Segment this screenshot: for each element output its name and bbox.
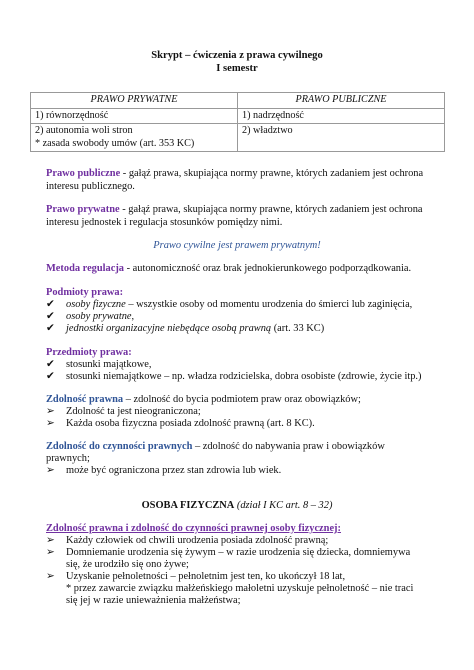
list-item-term: osoby prywatne: [66, 311, 132, 322]
section-heading: Przedmioty prawa:: [46, 347, 132, 358]
term: Prawo prywatne: [46, 204, 120, 215]
list-item-text: się jej w razie unieważnienia małżeństwa;: [66, 595, 241, 606]
check-icon: ✔: [46, 311, 55, 322]
list-item-term: osoby fizyczne: [66, 299, 126, 310]
definition-text: - autonomiczność oraz brak jednokierunkowego podporządkowania.: [124, 263, 412, 274]
list-item-text: – wszystkie osoby od momentu urodzenia do śmierci lub zaginięcia,: [125, 299, 413, 310]
table-cell-line: 2) autonomia woli stron: [35, 125, 133, 137]
section-heading: Zdolność prawna i zdolność do czynności prawnej osoby fizycznej:: [46, 523, 341, 534]
check-icon: ✔: [46, 299, 55, 310]
table-header: PRAWO PRYWATNE: [31, 93, 238, 109]
term: Metoda regulacja: [46, 263, 125, 274]
list-item-text: Każdy człowiek od chwili urodzenia posiada zdolność prawną;: [66, 535, 329, 546]
list-item-text: stosunki niemajątkowe – np. władza rodzicielska, dobra osobiste (zdrowie, życie itp.): [66, 371, 422, 382]
list-item-text: się, że urodziło się ono żywe;: [66, 559, 189, 570]
table-row: [31, 124, 445, 152]
list-item-text: Zdolność ta jest nieograniczona;: [66, 406, 201, 417]
definition-text: - gałąź prawa, skupiająca normy prawne, których zadaniem jest ochrona: [120, 168, 424, 179]
list-item-text: Każda osoba fizyczna posiada zdolność prawną (art. 8 KC).: [66, 418, 315, 429]
table-cell: [31, 124, 238, 152]
section-subtitle: (dział I KC art. 8 – 32): [234, 500, 333, 511]
arrow-bullet-icon: ➢: [46, 547, 55, 558]
definition-prawo-prywatne: [46, 203, 442, 216]
definition-prawo-publiczne: [46, 167, 442, 180]
section-title-osoba-fizyczna: [0, 499, 474, 512]
arrow-bullet-icon: ➢: [46, 465, 55, 476]
table-cell-line: * zasada swobody umów (art. 353 KC): [35, 137, 195, 149]
definition-text: – zdolność do nabywania praw i obowiązków: [192, 441, 385, 452]
list-item-text: stosunki majątkowe,: [66, 359, 152, 370]
list-item-text: Domniemanie urodzenia się żywym – w razie urodzenia się dziecka, domniemywa: [66, 547, 411, 558]
document-subtitle: I semestr: [216, 63, 258, 74]
term: Prawo publiczne: [46, 168, 121, 179]
term: Zdolność do czynności prawnych: [46, 441, 193, 452]
definition-text: – zdolność do bycia podmiotem praw oraz obowiązków;: [123, 394, 361, 405]
arrow-bullet-icon: ➢: [46, 535, 55, 546]
table-row: [31, 108, 445, 124]
list-item-text: może być ograniczona przez stan zdrowia lub wiek.: [66, 465, 282, 476]
check-icon: ✔: [46, 359, 55, 370]
definition-text: - gałąź prawa, skupiająca normy prawne, których zadaniem jest ochrona: [119, 204, 423, 215]
document-title: Skrypt – ćwiczenia z prawa cywilnego: [151, 50, 323, 61]
table-cell: 2) władztwo: [238, 124, 445, 152]
section-title: OSOBA FIZYCZNA: [141, 500, 235, 511]
definition-text-cont: interesu jednostek i regulacja stosunków pomiędzy nimi.: [46, 217, 283, 228]
list-item-term: jednostki organizacyjne niebędące osobą prawną: [66, 323, 272, 334]
term: Zdolność prawna: [46, 394, 124, 405]
arrow-bullet-icon: ➢: [46, 406, 55, 417]
table-cell: 1) nadrzędność: [238, 108, 445, 124]
table-header-row: [31, 93, 445, 109]
definition-text-cont: prawnych;: [46, 453, 90, 464]
arrow-bullet-icon: ➢: [46, 571, 55, 582]
check-icon: ✔: [46, 323, 55, 334]
definition-metoda: [46, 262, 442, 275]
table-header: PRAWO PUBLICZNE: [238, 93, 445, 109]
table-cell: 1) równorzędność: [31, 108, 238, 124]
comparison-table: [30, 92, 445, 152]
check-icon: ✔: [46, 371, 55, 382]
arrow-bullet-icon: ➢: [46, 418, 55, 429]
definition-text-cont: interesu publicznego.: [46, 181, 135, 192]
section-heading: Podmioty prawa:: [46, 287, 124, 298]
list-item-text: * przez zawarcie związku małżeńskiego małoletni uzyskuje pełnoletność – nie traci: [66, 583, 414, 594]
list-item-text: Uzyskanie pełnoletności – pełnoletnim jest ten, ko ukończył 18 lat,: [66, 571, 346, 582]
highlight-note: Prawo cywilne jest prawem prywatnym!: [153, 240, 321, 251]
list-item-text: (art. 33 KC): [271, 323, 325, 334]
list-item-text: ,: [131, 311, 135, 322]
